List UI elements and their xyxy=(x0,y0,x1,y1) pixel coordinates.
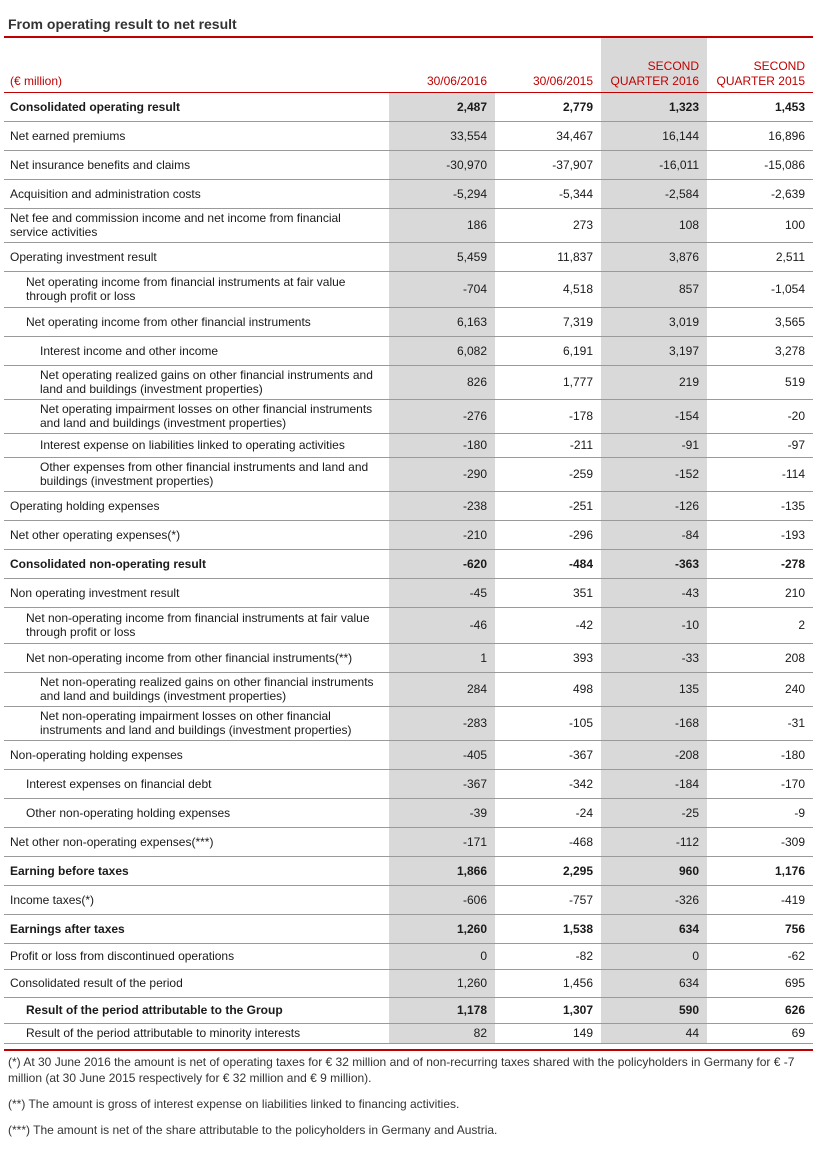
row-value: -484 xyxy=(495,549,601,578)
row-value: -30,970 xyxy=(389,150,495,179)
row-value: 6,163 xyxy=(389,307,495,336)
row-value: -10 xyxy=(601,607,707,643)
row-label: Non operating investment result xyxy=(4,578,389,607)
row-value: 210 xyxy=(707,578,813,607)
row-label: Net operating income from financial instruments at fair value through profit or loss xyxy=(4,271,389,307)
row-value: 149 xyxy=(495,1023,601,1043)
row-value: -170 xyxy=(707,769,813,798)
row-value: -2,639 xyxy=(707,179,813,208)
table-row xyxy=(4,578,813,607)
row-label: Net non-operating realized gains on other financial instruments and land and buildings (investment properties) xyxy=(4,672,389,706)
row-value: -184 xyxy=(601,769,707,798)
row-label: Non-operating holding expenses xyxy=(4,740,389,769)
row-value: 0 xyxy=(389,943,495,969)
table-row xyxy=(4,827,813,856)
row-value: 1,176 xyxy=(707,856,813,885)
row-value: -363 xyxy=(601,549,707,578)
row-value: 5,459 xyxy=(389,242,495,271)
row-value: 16,896 xyxy=(707,121,813,150)
table-row xyxy=(4,672,813,706)
row-value: 6,191 xyxy=(495,336,601,365)
table-row xyxy=(4,997,813,1023)
row-label: Acquisition and administration costs xyxy=(4,179,389,208)
row-value: -97 xyxy=(707,433,813,457)
row-value: -112 xyxy=(601,827,707,856)
row-label: Net operating realized gains on other financial instruments and land and buildings (investment properties) xyxy=(4,365,389,399)
row-label: Other expenses from other financial instruments and land and buildings (investment properties) xyxy=(4,457,389,491)
row-value: -620 xyxy=(389,549,495,578)
row-value: -211 xyxy=(495,433,601,457)
table-row xyxy=(4,208,813,242)
row-label: Net non-operating impairment losses on other financial instruments and land and buildings (investment properties) xyxy=(4,706,389,740)
row-value: -154 xyxy=(601,399,707,433)
col-header-h1-2015: 30/06/2015 xyxy=(495,38,601,92)
table-row xyxy=(4,740,813,769)
table-row xyxy=(4,798,813,827)
row-label: Net non-operating income from other financial instruments(**) xyxy=(4,643,389,672)
row-value: -296 xyxy=(495,520,601,549)
row-value: -135 xyxy=(707,491,813,520)
row-value: 7,319 xyxy=(495,307,601,336)
row-value: -31 xyxy=(707,706,813,740)
row-value: -24 xyxy=(495,798,601,827)
row-value: -2,584 xyxy=(601,179,707,208)
row-value: -82 xyxy=(495,943,601,969)
row-value: 695 xyxy=(707,969,813,997)
row-label: Net earned premiums xyxy=(4,121,389,150)
row-value: 219 xyxy=(601,365,707,399)
row-value: 1,456 xyxy=(495,969,601,997)
row-value: -25 xyxy=(601,798,707,827)
row-value: -91 xyxy=(601,433,707,457)
table-row xyxy=(4,856,813,885)
row-value: -178 xyxy=(495,399,601,433)
row-value: 756 xyxy=(707,914,813,943)
row-value: -367 xyxy=(495,740,601,769)
row-value: 100 xyxy=(707,208,813,242)
table-body xyxy=(4,92,813,1043)
row-value: -419 xyxy=(707,885,813,914)
footnotes xyxy=(8,1054,808,1148)
row-value: 3,876 xyxy=(601,242,707,271)
row-label: Interest income and other income xyxy=(4,336,389,365)
col-header-h1-2016: 30/06/2016 xyxy=(389,38,495,92)
row-value: 1,777 xyxy=(495,365,601,399)
table-row xyxy=(4,1023,813,1043)
row-value: -16,011 xyxy=(601,150,707,179)
row-value: -45 xyxy=(389,578,495,607)
row-value: -757 xyxy=(495,885,601,914)
row-value: -606 xyxy=(389,885,495,914)
row-value: 1 xyxy=(389,643,495,672)
row-label: Consolidated result of the period xyxy=(4,969,389,997)
row-value: -210 xyxy=(389,520,495,549)
row-value: 11,837 xyxy=(495,242,601,271)
row-label: Operating holding expenses xyxy=(4,491,389,520)
row-value: 3,019 xyxy=(601,307,707,336)
row-value: 1,538 xyxy=(495,914,601,943)
row-label: Net other operating expenses(*) xyxy=(4,520,389,549)
row-label: Net operating impairment losses on other financial instruments and land and buildings (investment properties) xyxy=(4,399,389,433)
row-value: -367 xyxy=(389,769,495,798)
row-value: -9 xyxy=(707,798,813,827)
row-label: Net insurance benefits and claims xyxy=(4,150,389,179)
table-row xyxy=(4,706,813,740)
row-value: -105 xyxy=(495,706,601,740)
row-value: -15,086 xyxy=(707,150,813,179)
row-value: 82 xyxy=(389,1023,495,1043)
bottom-rule xyxy=(4,1049,813,1051)
row-value: 1,866 xyxy=(389,856,495,885)
row-value: 4,518 xyxy=(495,271,601,307)
row-value: -33 xyxy=(601,643,707,672)
row-value: -168 xyxy=(601,706,707,740)
row-value: -39 xyxy=(389,798,495,827)
row-value: -152 xyxy=(601,457,707,491)
row-value: -278 xyxy=(707,549,813,578)
row-value: -5,344 xyxy=(495,179,601,208)
row-value: 1,260 xyxy=(389,969,495,997)
row-label: Income taxes(*) xyxy=(4,885,389,914)
table-row xyxy=(4,914,813,943)
row-value: 351 xyxy=(495,578,601,607)
row-label: Result of the period attributable to minority interests xyxy=(4,1023,389,1043)
row-value: -114 xyxy=(707,457,813,491)
table-row xyxy=(4,179,813,208)
row-label: Net fee and commission income and net income from financial service activities xyxy=(4,208,389,242)
row-value: 857 xyxy=(601,271,707,307)
table-row xyxy=(4,433,813,457)
row-label: Other non-operating holding expenses xyxy=(4,798,389,827)
table-row xyxy=(4,607,813,643)
row-label: Net other non-operating expenses(***) xyxy=(4,827,389,856)
row-value: 626 xyxy=(707,997,813,1023)
footnote-2: (**) The amount is gross of interest expense on liabilities linked to financing activities. xyxy=(8,1097,460,1111)
row-value: -84 xyxy=(601,520,707,549)
row-label: Interest expense on liabilities linked to operating activities xyxy=(4,433,389,457)
table-row xyxy=(4,520,813,549)
row-value: 6,082 xyxy=(389,336,495,365)
row-value: -326 xyxy=(601,885,707,914)
header-row xyxy=(4,38,813,92)
table-title: From operating result to net result xyxy=(8,16,237,32)
row-value: -405 xyxy=(389,740,495,769)
row-value: -62 xyxy=(707,943,813,969)
row-label: Interest expenses on financial debt xyxy=(4,769,389,798)
row-value: -180 xyxy=(707,740,813,769)
table-row xyxy=(4,121,813,150)
table-row xyxy=(4,399,813,433)
row-value: -251 xyxy=(495,491,601,520)
row-value: -283 xyxy=(389,706,495,740)
row-value: -208 xyxy=(601,740,707,769)
row-value: 2,511 xyxy=(707,242,813,271)
unit-header: (€ million) xyxy=(4,38,389,92)
row-label: Net non-operating income from financial instruments at fair value through profit or loss xyxy=(4,607,389,643)
row-label: Result of the period attributable to the Group xyxy=(4,997,389,1023)
table-row xyxy=(4,242,813,271)
row-value: 634 xyxy=(601,969,707,997)
row-value: 393 xyxy=(495,643,601,672)
row-value: -171 xyxy=(389,827,495,856)
row-value: 240 xyxy=(707,672,813,706)
row-value: -238 xyxy=(389,491,495,520)
row-value: -276 xyxy=(389,399,495,433)
row-value: 960 xyxy=(601,856,707,885)
col-header-q2-2015: SECOND QUARTER 2015 xyxy=(707,38,813,92)
table-row xyxy=(4,92,813,121)
table-row xyxy=(4,969,813,997)
row-value: -46 xyxy=(389,607,495,643)
row-value: -42 xyxy=(495,607,601,643)
table-row xyxy=(4,150,813,179)
row-value: 34,467 xyxy=(495,121,601,150)
col-header-q2-2016: SECOND QUARTER 2016 xyxy=(601,38,707,92)
table-row xyxy=(4,769,813,798)
row-value: 44 xyxy=(601,1023,707,1043)
row-value: 590 xyxy=(601,997,707,1023)
row-value: 0 xyxy=(601,943,707,969)
row-value: -342 xyxy=(495,769,601,798)
row-value: -20 xyxy=(707,399,813,433)
row-value: -37,907 xyxy=(495,150,601,179)
row-label: Operating investment result xyxy=(4,242,389,271)
row-value: -1,054 xyxy=(707,271,813,307)
row-value: 826 xyxy=(389,365,495,399)
row-value: 3,197 xyxy=(601,336,707,365)
row-value: 186 xyxy=(389,208,495,242)
row-value: 519 xyxy=(707,365,813,399)
row-value: 2 xyxy=(707,607,813,643)
row-label: Earning before taxes xyxy=(4,856,389,885)
row-label: Profit or loss from discontinued operations xyxy=(4,943,389,969)
row-label: Net operating income from other financial instruments xyxy=(4,307,389,336)
row-value: 33,554 xyxy=(389,121,495,150)
row-value: -126 xyxy=(601,491,707,520)
row-value: -193 xyxy=(707,520,813,549)
row-value: -5,294 xyxy=(389,179,495,208)
row-value: 135 xyxy=(601,672,707,706)
table-row xyxy=(4,271,813,307)
table-row xyxy=(4,885,813,914)
row-value: 284 xyxy=(389,672,495,706)
footnote-1: (*) At 30 June 2016 the amount is net of operating taxes for € 32 million and of non-recurring taxes shared with the policyholders in Germany for € -7 million (at 30 June 2015 respectively for € 32 million and € 9 million). xyxy=(8,1055,795,1085)
table-row xyxy=(4,491,813,520)
row-value: 16,144 xyxy=(601,121,707,150)
footnote-3: (***) The amount is net of the share attributable to the policyholders in Germany and Austria. xyxy=(8,1123,498,1137)
table-row xyxy=(4,307,813,336)
row-value: 108 xyxy=(601,208,707,242)
row-value: -290 xyxy=(389,457,495,491)
row-value: 69 xyxy=(707,1023,813,1043)
row-value: 1,453 xyxy=(707,92,813,121)
row-value: 208 xyxy=(707,643,813,672)
row-value: -180 xyxy=(389,433,495,457)
table-row xyxy=(4,549,813,578)
row-value: 498 xyxy=(495,672,601,706)
row-value: 3,565 xyxy=(707,307,813,336)
row-value: -468 xyxy=(495,827,601,856)
row-value: 1,307 xyxy=(495,997,601,1023)
row-value: -43 xyxy=(601,578,707,607)
row-value: -259 xyxy=(495,457,601,491)
row-value: 1,323 xyxy=(601,92,707,121)
row-value: 1,178 xyxy=(389,997,495,1023)
row-value: 2,487 xyxy=(389,92,495,121)
row-value: -704 xyxy=(389,271,495,307)
table-row xyxy=(4,457,813,491)
row-label: Consolidated operating result xyxy=(4,92,389,121)
row-value: 273 xyxy=(495,208,601,242)
row-value: -309 xyxy=(707,827,813,856)
row-value: 2,779 xyxy=(495,92,601,121)
table-row xyxy=(4,643,813,672)
table-row xyxy=(4,943,813,969)
row-label: Consolidated non-operating result xyxy=(4,549,389,578)
table-row xyxy=(4,365,813,399)
row-value: 3,278 xyxy=(707,336,813,365)
operating-result-table xyxy=(4,38,813,1044)
row-label: Earnings after taxes xyxy=(4,914,389,943)
row-value: 2,295 xyxy=(495,856,601,885)
row-value: 1,260 xyxy=(389,914,495,943)
row-value: 634 xyxy=(601,914,707,943)
table-row xyxy=(4,336,813,365)
